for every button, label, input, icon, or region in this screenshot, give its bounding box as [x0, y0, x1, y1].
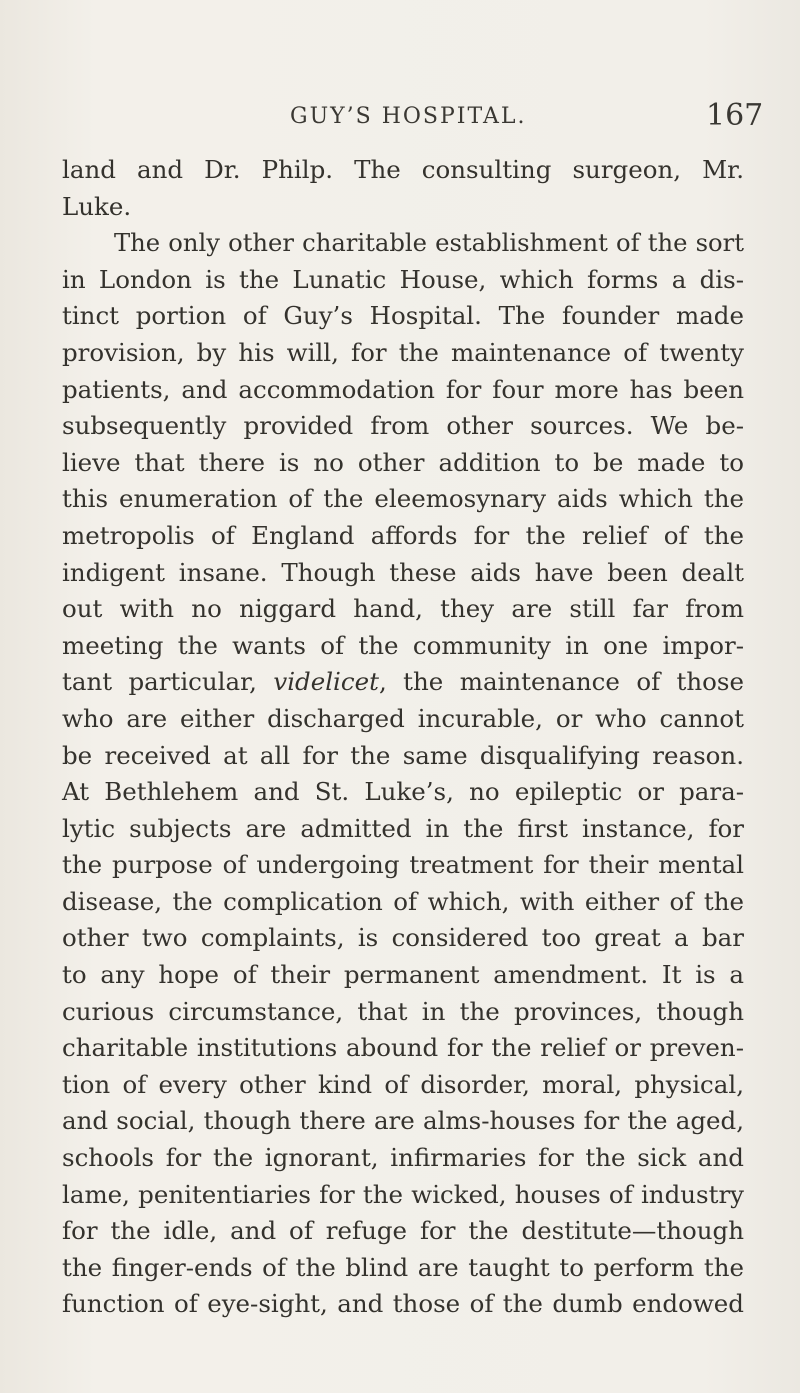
text-line: to any hope of their permanent amendment. It is a [62, 960, 744, 990]
text-line: function of eye-sight, and those of the dumb endowed [62, 1289, 744, 1319]
text-line: who are either discharged incurable, or who cannot [62, 703, 744, 733]
text-line: tinct portion of Guy’s Hospital. The founder made [62, 301, 744, 331]
text-line: meeting the wants of the community in one impor- [62, 630, 744, 660]
text-line: the finger-ends of the blind are taught to perform the [62, 1252, 744, 1282]
text-line: patients, and accommodation for four more has been [62, 374, 744, 404]
text-line: provision, by his will, for the maintenance of twenty [62, 337, 744, 367]
text-line: charitable institutions abound for the relief or preven- [62, 1033, 744, 1063]
running-head [0, 98, 800, 138]
text-line: schools for the ignorant, infirmaries for the sick and [62, 1143, 744, 1173]
text-line: indigent insane. Though these aids have been dealt [62, 557, 744, 587]
text-line: subsequently provided from other sources. We be- [62, 411, 744, 441]
text-line: lytic subjects are admitted in the first instance, for [62, 813, 744, 843]
text-line: the purpose of undergoing treatment for their mental [62, 850, 744, 880]
text-line: out with no niggard hand, they are still far from [62, 594, 744, 624]
text-line: disease, the complication of which, with either of the [62, 886, 744, 916]
text-line: this enumeration of the eleemosynary aids which the [62, 484, 744, 514]
text-line: and social, though there are alms-houses for the aged, [62, 1106, 744, 1136]
italic-term: videlicet [273, 667, 379, 697]
text-line: curious circumstance, that in the provinces, though [62, 996, 744, 1026]
text-line: tant particular, videlicet, the maintenance of those [62, 667, 745, 697]
text-line: tion of every other kind of disorder, moral, physical, [62, 1069, 744, 1099]
text-line: lieve that there is no other addition to be made to [62, 447, 744, 477]
text-line: The only other charitable establishment of the sort [114, 228, 744, 258]
running-title: GUY’S HOSPITAL. [290, 104, 527, 129]
page-number: 167 [706, 98, 764, 133]
text-line: Luke. [62, 191, 132, 221]
text-line: At Bethlehem and St. Luke’s, no epileptic or para- [62, 777, 744, 807]
text-line: be received at all for the same disqualifying reason. [62, 740, 744, 770]
text-line: other two complaints, is considered too great a bar [62, 923, 744, 953]
text-line: lame, penitentiaries for the wicked, houses of industry [62, 1179, 744, 1209]
text-line: metropolis of England affords for the relief of the [62, 520, 744, 550]
text-line: in London is the Lunatic House, which forms a dis- [62, 264, 744, 294]
body-text [62, 152, 744, 1323]
text-line: for the idle, and of refuge for the destitute—though [62, 1216, 744, 1246]
text-line: land and Dr. Philp. The consulting surgeon, Mr. [62, 155, 744, 184]
